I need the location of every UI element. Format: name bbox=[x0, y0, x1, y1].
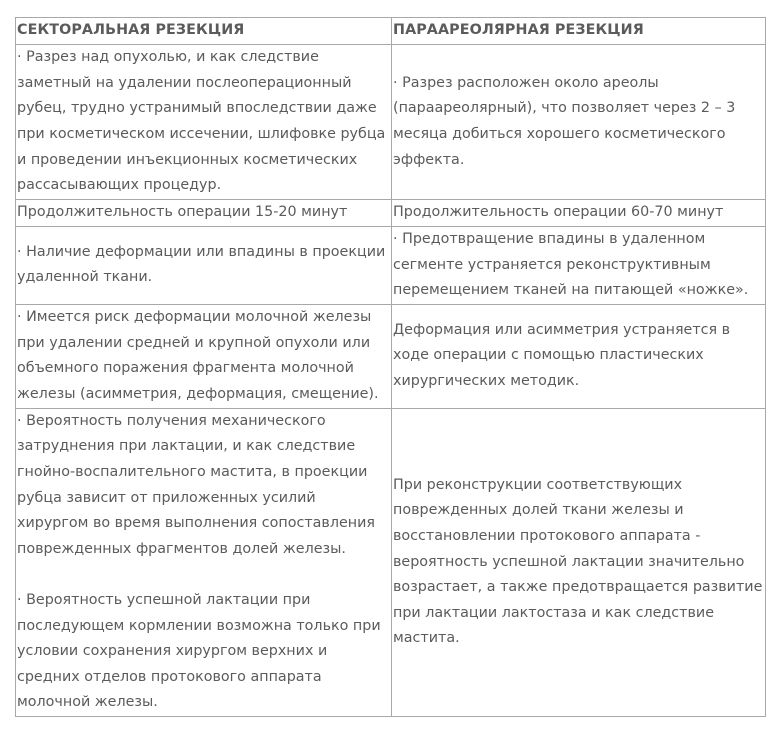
cell-sectoral: · Наличие деформации или впадины в проекции удаленной ткани. bbox=[16, 227, 392, 305]
cell-sectoral: Продолжительность операции 15-20 минут bbox=[16, 200, 392, 227]
paragraph-lactation-success: · Вероятность успешной лактации при последующем кормлении возможна только при условии сохранения хирургом верхних и средних отделов протокового аппарата молочной железы. bbox=[17, 591, 381, 711]
table-row bbox=[16, 227, 766, 305]
table-row bbox=[16, 304, 766, 408]
paragraph-gap bbox=[17, 562, 391, 588]
cell-paraareolar: · Предотвращение впадины в удаленном сегменте устраняется реконструктивным перемещением тканей на питающей «ножке». bbox=[392, 227, 766, 305]
cell-sectoral: · Разрез над опухолью, и как следствие заметный на удалении послеоперационный рубец, трудно устранимый впоследствии даже при косметическом иссечении, шлифовке рубца и проведении инъекционных косметических рассасывающих процедур. bbox=[16, 45, 392, 200]
cell-paraareolar: · Разрез расположен около ареолы (параареолярный), что позволяет через 2 – 3 месяца добиться хорошего косметического эффекта. bbox=[392, 45, 766, 200]
cell-paraareolar: При реконструкции соответствующих поврежденных долей ткани железы и восстановлении протокового аппарата - вероятность успешной лактации значительно возрастает, а также предотвращается развитие при лактации лактостаза и как следствие мастита. bbox=[392, 408, 766, 716]
cell-paraareolar: Деформация или асимметрия устраняется в ходе операции с помощью пластических хирургических методик. bbox=[392, 304, 766, 408]
cell-paraareolar: Продолжительность операции 60-70 минут bbox=[392, 200, 766, 227]
table-row bbox=[16, 408, 766, 716]
table-row bbox=[16, 45, 766, 200]
comparison-table bbox=[15, 17, 766, 717]
header-paraareolar-resection: ПАРААРЕОЛЯРНАЯ РЕЗЕКЦИЯ bbox=[392, 18, 766, 45]
header-sectoral-resection: СЕКТОРАЛЬНАЯ РЕЗЕКЦИЯ bbox=[16, 18, 392, 45]
table-row bbox=[16, 200, 766, 227]
cell-sectoral bbox=[16, 408, 392, 716]
paragraph-lactation-risk: · Вероятность получения механического затруднения при лактации, и как следствие гнойно-воспалительного мастита, в проекции рубца зависит от приложенных усилий хирургом во время выполнения сопоставления поврежденных фрагментов долей железы. bbox=[17, 412, 376, 557]
table-header-row bbox=[16, 18, 766, 45]
cell-sectoral: · Имеется риск деформации молочной железы при удалении средней и крупной опухоли или объемного поражения фрагмента молочной железы (асимметрия, деформация, смещение). bbox=[16, 304, 392, 408]
